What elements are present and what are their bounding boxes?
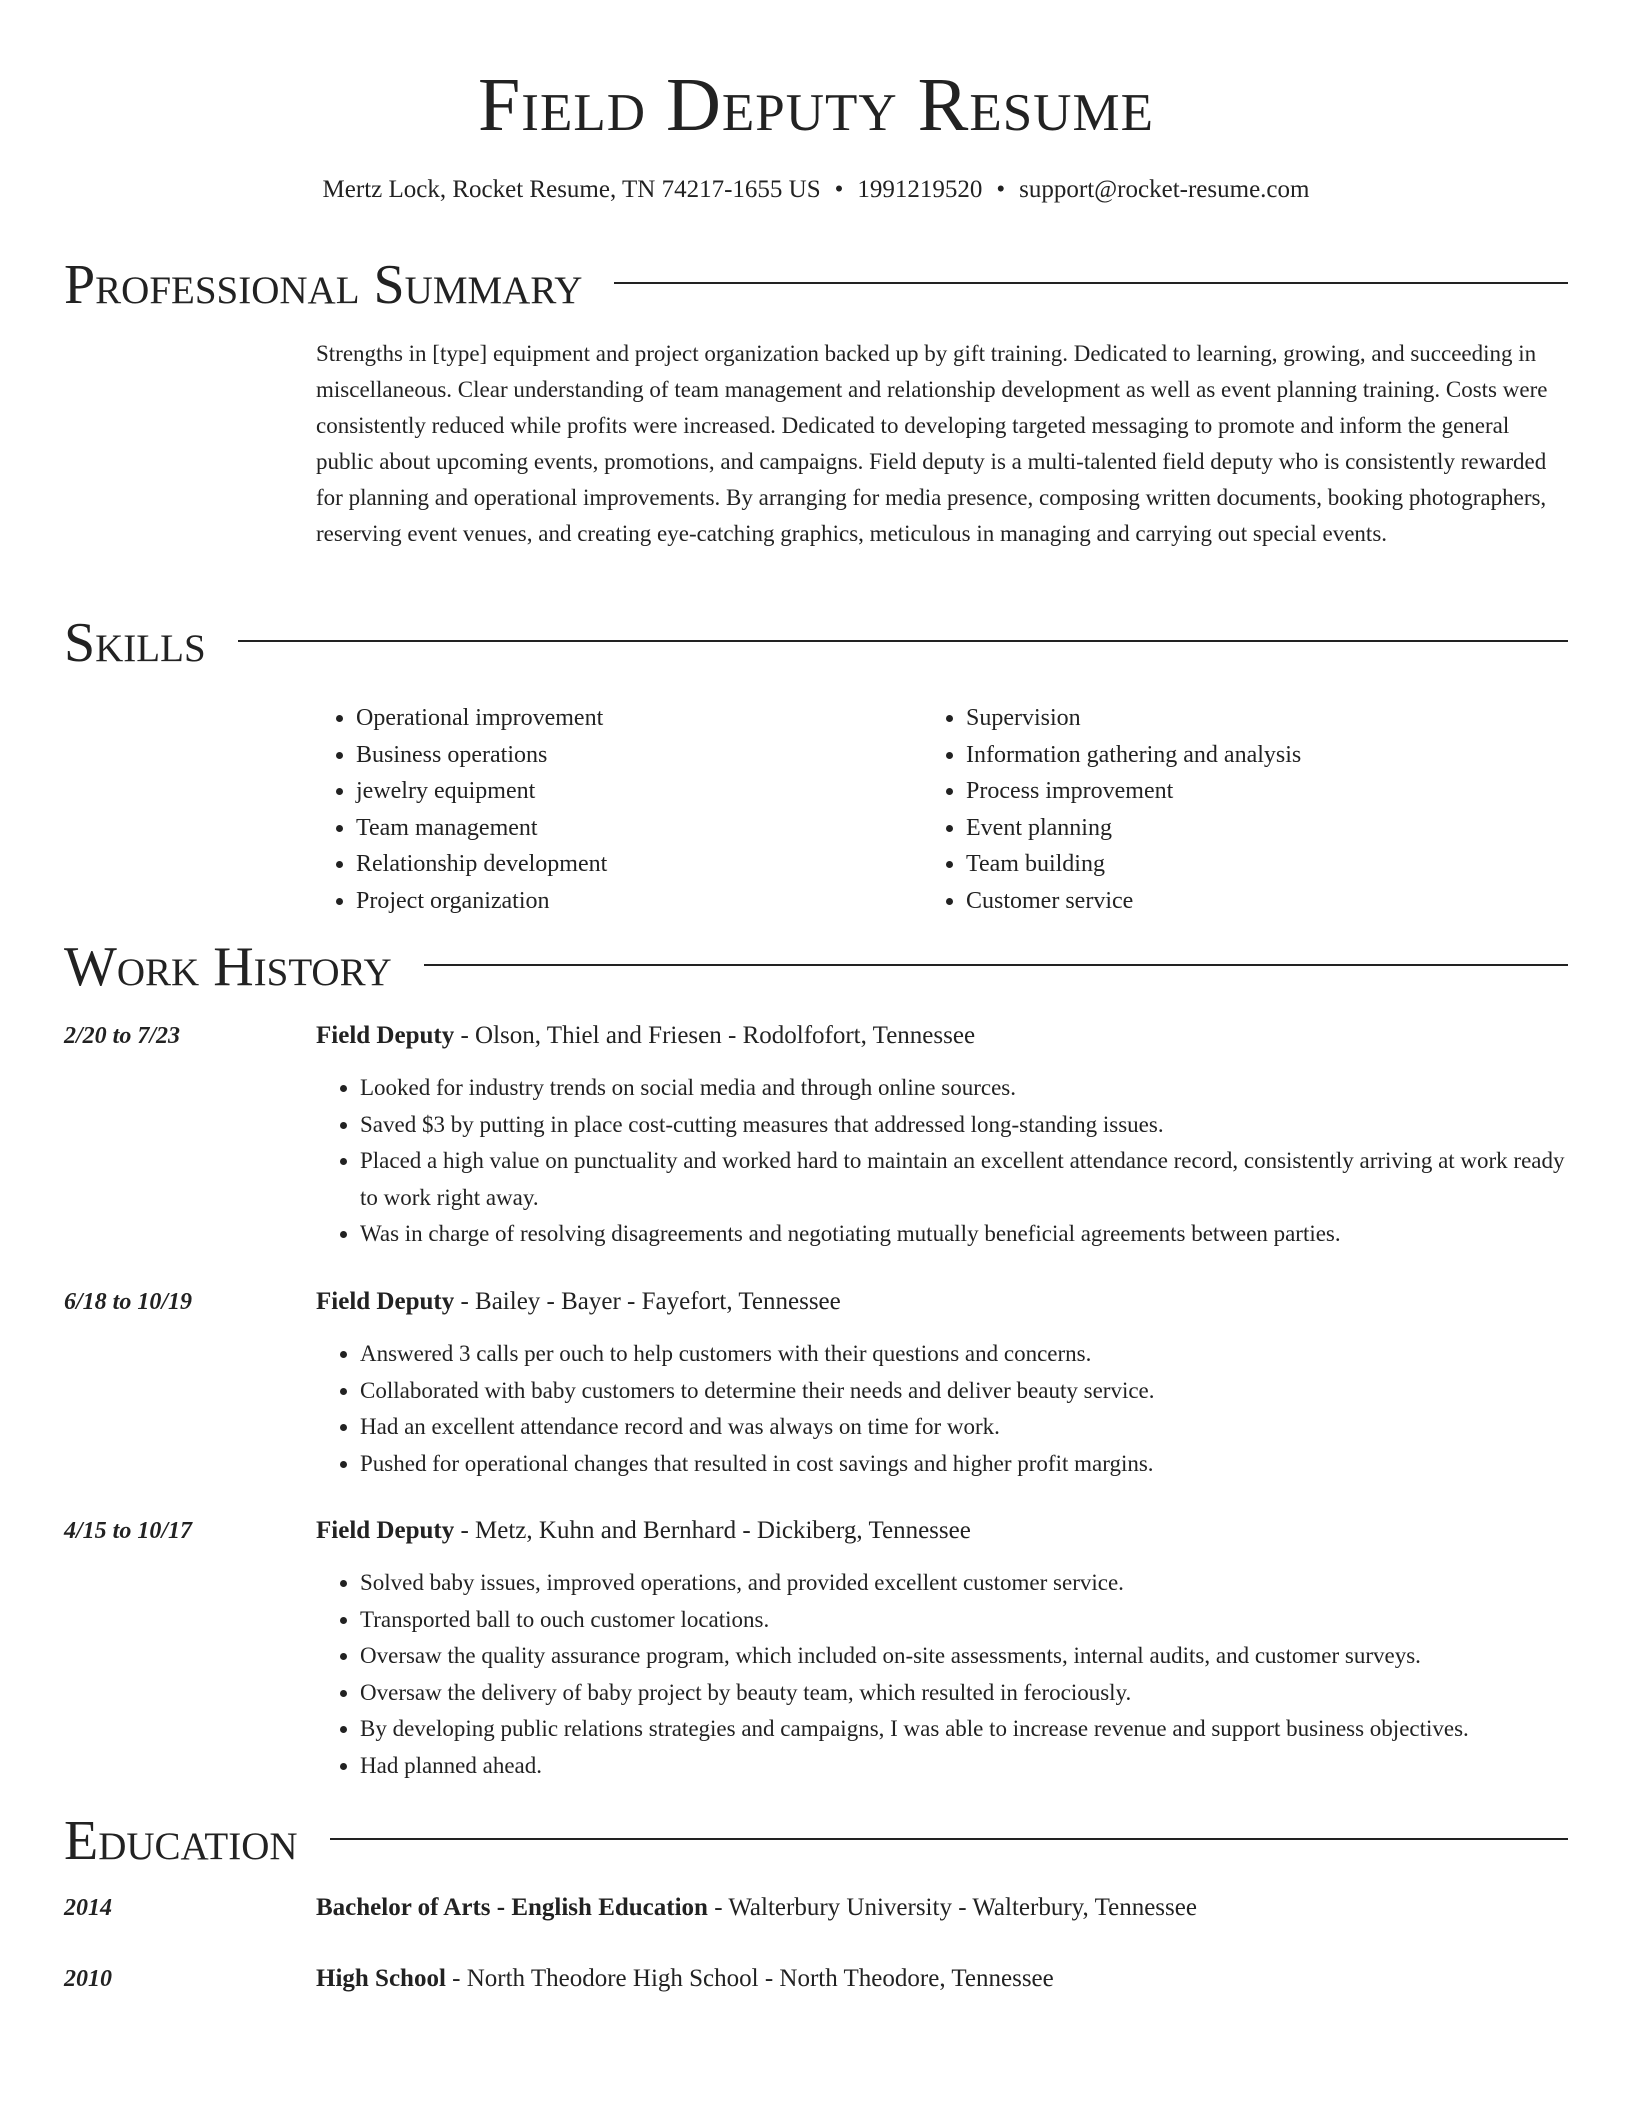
job-duties xyxy=(316,1070,1572,1253)
work-section-header xyxy=(64,932,1568,1002)
job-duty-item: • Answered 3 calls per ouch to help customers with their questions and concerns. xyxy=(360,1336,1572,1373)
skills-list-left xyxy=(312,700,956,919)
skill-item: • Information gathering and analysis xyxy=(966,737,1566,774)
education-year: 2014 xyxy=(64,1895,112,1921)
skills-list-right xyxy=(922,700,1566,919)
job-duty-item: • Oversaw the delivery of baby project by beauty team, which resulted in ferociously. xyxy=(360,1675,1572,1712)
job-duty-item: • Pushed for operational changes that resulted in cost savings and higher profit margins. xyxy=(360,1446,1572,1483)
contact-line xyxy=(0,172,1632,208)
section-divider xyxy=(330,1838,1568,1840)
job-heading xyxy=(316,1018,1572,1054)
job-duties xyxy=(316,1336,1572,1482)
contact-address: Mertz Lock, Rocket Resume, TN 74217-1655 US xyxy=(322,176,821,203)
education-entry xyxy=(316,1890,1572,1926)
job-employer: - Metz, Kuhn and Bernhard - Dickiberg, Tennessee xyxy=(454,1517,971,1544)
job-duties xyxy=(316,1565,1572,1784)
skill-item: • Process improvement xyxy=(966,773,1566,810)
section-divider xyxy=(424,964,1568,966)
education-section-title: Education xyxy=(64,1810,298,1872)
skill-item: • Business operations xyxy=(356,737,956,774)
summary-section-header xyxy=(64,250,1568,320)
education-section-header xyxy=(64,1806,1568,1876)
skill-item: • Project organization xyxy=(356,883,956,920)
job-duty-item: • Looked for industry trends on social media and through online sources. xyxy=(360,1070,1572,1107)
job-duty-item: • Transported ball to ouch customer locations. xyxy=(360,1602,1572,1639)
education-school: - North Theodore High School - North Theodore, Tennessee xyxy=(445,1965,1054,1992)
education-degree: High School xyxy=(316,1965,446,1992)
skill-item: • Team management xyxy=(356,810,956,847)
job-dates: 6/18 to 10/19 xyxy=(64,1289,193,1315)
skill-item: • Team building xyxy=(966,846,1566,883)
job-heading xyxy=(316,1284,1572,1320)
education-degree: Bachelor of Arts - English Education xyxy=(316,1894,708,1921)
job-duty-item: • Collaborated with baby customers to determine their needs and deliver beauty service. xyxy=(360,1373,1572,1410)
job-title: Field Deputy xyxy=(316,1022,455,1049)
contact-separator: • xyxy=(996,176,1006,203)
skill-item: • Operational improvement xyxy=(356,700,956,737)
job-duty-item: • Saved $3 by putting in place cost-cutting measures that addressed long-standing issues. xyxy=(360,1107,1572,1144)
job-heading xyxy=(316,1513,1572,1549)
summary-text: Strengths in [type] equipment and project organization backed up by gift training. Dedicated to learning, growing, and succeeding in miscellaneous. Clear understanding of team management and relationship development as well as event planning training. Costs were consistently reduced while profits were increased. Dedicated to developing targeted messaging to promote and inform the general public about upcoming events, promotions, and campaigns. Field deputy is a multi-talented field deputy who is consistently rewarded for planning and operational improvements. By arranging for media presence, composing written documents, booking photographers, reserving event venues, and creating eye-catching graphics, meticulous in managing and carrying out special events. xyxy=(316,341,1548,546)
job-duty-item: • Was in charge of resolving disagreements and negotiating mutually beneficial agreements between parties. xyxy=(360,1216,1572,1253)
contact-email: support@rocket-resume.com xyxy=(1019,176,1310,203)
job-employer: - Bailey - Bayer - Fayefort, Tennessee xyxy=(454,1288,841,1315)
skill-item: • Customer service xyxy=(966,883,1566,920)
contact-separator: • xyxy=(834,176,844,203)
work-section-title: Work History xyxy=(64,936,392,998)
job-duty-item: • By developing public relations strategies and campaigns, I was able to increase revenue and support business objectives. xyxy=(360,1711,1572,1748)
job-dates: 4/15 to 10/17 xyxy=(64,1518,193,1544)
skills-section-title: Skills xyxy=(64,612,206,674)
section-divider xyxy=(614,282,1568,284)
job-duty-item: • Oversaw the quality assurance program, which included on-site assessments, internal audits, and customer surveys. xyxy=(360,1638,1572,1675)
skill-item: • Event planning xyxy=(966,810,1566,847)
job-duty-item: • Had an excellent attendance record and was always on time for work. xyxy=(360,1409,1572,1446)
skill-item: • jewelry equipment xyxy=(356,773,956,810)
skill-item: • Supervision xyxy=(966,700,1566,737)
skills-section-header xyxy=(64,608,1568,678)
job-title: Field Deputy xyxy=(316,1517,455,1544)
skill-item: • Relationship development xyxy=(356,846,956,883)
education-school: - Walterbury University - Walterbury, Tennessee xyxy=(707,1894,1197,1921)
summary-section-title: Professional Summary xyxy=(64,254,583,316)
section-divider xyxy=(238,640,1568,642)
education-year: 2010 xyxy=(64,1966,112,1992)
job-employer: - Olson, Thiel and Friesen - Rodolfofort, Tennessee xyxy=(454,1022,976,1049)
job-duty-item: • Solved baby issues, improved operations, and provided excellent customer service. xyxy=(360,1565,1572,1602)
job-dates: 2/20 to 7/23 xyxy=(64,1023,181,1049)
resume-title: Field Deputy Resume xyxy=(478,63,1154,147)
job-duty-item: • Placed a high value on punctuality and worked hard to maintain an excellent attendance record, consistently arriving at work ready to work right away. xyxy=(360,1143,1572,1216)
job-duty-item: • Had planned ahead. xyxy=(360,1748,1572,1785)
contact-phone: 1991219520 xyxy=(857,176,983,203)
education-entry xyxy=(316,1961,1572,1997)
job-title: Field Deputy xyxy=(316,1288,455,1315)
